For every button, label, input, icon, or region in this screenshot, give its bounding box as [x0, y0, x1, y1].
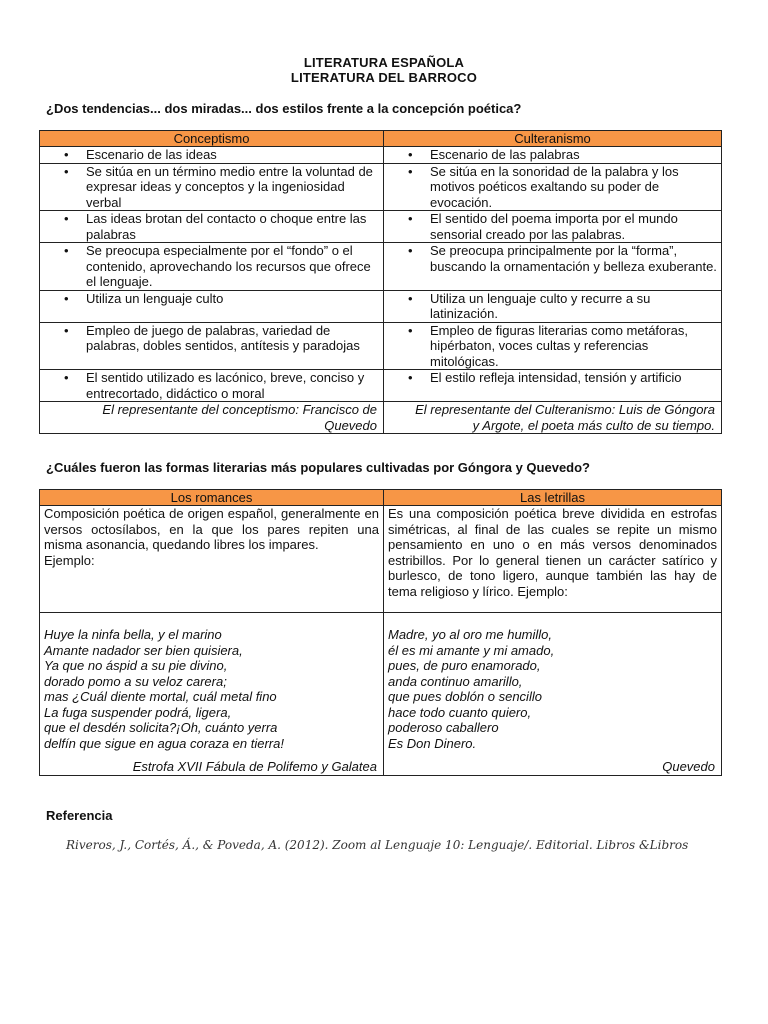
question-2: ¿Cuáles fueron las formas literarias más populares cultivadas por Góngora y Quevedo? — [46, 460, 590, 475]
conceptismo-item: • Se preocupa especialmente por el “fondo” o el contenido, aprovechando los recursos que ofrece el lenguaje. — [40, 243, 384, 291]
table-row — [40, 243, 722, 291]
culteranismo-representative: El representante del Culteranismo: Luis de Góngora y Argote, el poeta más culto de su tiempo. — [384, 402, 722, 434]
document-subtitle: LITERATURA DEL BARROCO — [290, 70, 478, 85]
table-row — [40, 147, 722, 164]
culteranismo-item: • Utiliza un lenguaje culto y recurre a su latinización. — [384, 290, 722, 322]
culteranismo-item: • Empleo de figuras literarias como metáforas, hipérbaton, voces cultas y referencias mitológicas. — [384, 322, 722, 370]
document-title: LITERATURA ESPAÑOLA — [303, 55, 465, 70]
poem-source: Quevedo — [662, 758, 715, 774]
poem-line: Es Don Dinero. — [388, 735, 477, 751]
forms-table — [39, 489, 722, 776]
culteranismo-item: • Se sitúa en la sonoridad de la palabra y los motivos poéticos exaltando su poder de evocación. — [384, 163, 722, 211]
romances-description — [40, 506, 384, 613]
table-row — [40, 322, 722, 370]
table-row — [40, 211, 722, 243]
poem-line: él es mi amante y mi amado, — [388, 642, 555, 658]
culteranismo-item: • El sentido del poema importa por el mundo sensorial creado por las palabras. — [384, 211, 722, 243]
table-row — [40, 506, 722, 613]
poem-line: La fuga suspender podrá, ligera, — [44, 704, 232, 720]
table-row — [40, 402, 722, 434]
poem-line: que el desdén solicita?¡Oh, cuánto yerra — [44, 720, 278, 735]
poem-line: anda continuo amarillo, — [388, 673, 523, 689]
poem-line: que pues doblón o sencillo — [388, 689, 542, 704]
culteranismo-item: • El estilo refleja intensidad, tensión y artificio — [384, 370, 722, 402]
conceptismo-item: • Las ideas brotan del contacto o choque entre las palabras — [40, 211, 384, 243]
poem-line: Huye la ninfa bella, y el marino — [44, 627, 222, 642]
header-letrillas: Las letrillas — [384, 490, 722, 506]
romances-example-label: Ejemplo: — [44, 552, 95, 568]
poem-line: poderoso caballero — [388, 720, 499, 735]
poem-line: hace todo cuanto quiero, — [388, 704, 532, 720]
culteranismo-item: • Se preocupa principalmente por la “forma”, buscando la ornamentación y belleza exuberante. — [384, 243, 722, 291]
header-conceptismo: Conceptismo — [40, 131, 384, 147]
poem-line: pues, de puro enamorado, — [388, 658, 541, 673]
reference-heading: Referencia — [46, 808, 113, 823]
letrillas-description: Es una composición poética breve dividida en estrofas simétricas, al final de las cuales se repite un mismo pensamiento en uno o en más versos denominados estribillos. Por lo general tienen un carácter satírico y burlesco, de tono ligero, aunque también las hay de tema religioso y lírico. Ejemplo: — [384, 506, 722, 613]
letrillas-example — [384, 613, 722, 776]
table-row — [40, 290, 722, 322]
romances-definition: Composición poética de origen español, generalmente en versos octosílabos, en la que los pares repiten una misma asonancia, quedando libres los impares. — [44, 506, 379, 552]
conceptismo-item: • Se sitúa en un término medio entre la voluntad de expresar ideas y conceptos y la ingeniosidad verbal — [40, 163, 384, 211]
culteranismo-item: • Escenario de las palabras — [384, 147, 722, 164]
poem-line: mas ¿Cuál diente mortal, cuál metal fino — [44, 689, 277, 704]
question-1: ¿Dos tendencias... dos miradas... dos estilos frente a la concepción poética? — [46, 101, 522, 116]
header-culteranismo: Culteranismo — [384, 131, 722, 147]
conceptismo-item: • El sentido utilizado es lacónico, breve, conciso y entrecortado, didáctico o moral — [40, 370, 384, 402]
poem-line: Madre, yo al oro me humillo, — [388, 627, 553, 642]
conceptismo-item: • Empleo de juego de palabras, variedad de palabras, dobles sentidos, antítesis y paradojas — [40, 322, 384, 370]
poem-gongora — [44, 627, 379, 751]
reference-citation: Riveros, J., Cortés, Á., & Poveda, A. (2012). Zoom al Lenguaje 10: Lenguaje/. Editorial. Libros &Libros — [66, 838, 689, 852]
poem-source: Estrofa XVII Fábula de Polifemo y Galatea — [132, 758, 377, 774]
comparison-table — [39, 130, 722, 434]
conceptismo-representative: El representante del conceptismo: Francisco de Quevedo — [40, 402, 384, 434]
header-romances: Los romances — [40, 490, 384, 506]
table-row — [40, 163, 722, 211]
poem-line: Amante nadador ser bien quisiera, — [44, 642, 243, 658]
table-row — [40, 370, 722, 402]
conceptismo-item: • Escenario de las ideas — [40, 147, 384, 164]
poem-line: Ya que no áspid a su pie divino, — [44, 658, 228, 673]
poem-quevedo — [388, 627, 717, 751]
table-row — [40, 613, 722, 776]
conceptismo-item: • Utiliza un lenguaje culto — [40, 290, 384, 322]
poem-line: dorado pomo a su veloz carera; — [44, 673, 227, 689]
poem-line: delfín que sigue en agua coraza en tierra! — [44, 735, 284, 751]
romances-example — [40, 613, 384, 776]
